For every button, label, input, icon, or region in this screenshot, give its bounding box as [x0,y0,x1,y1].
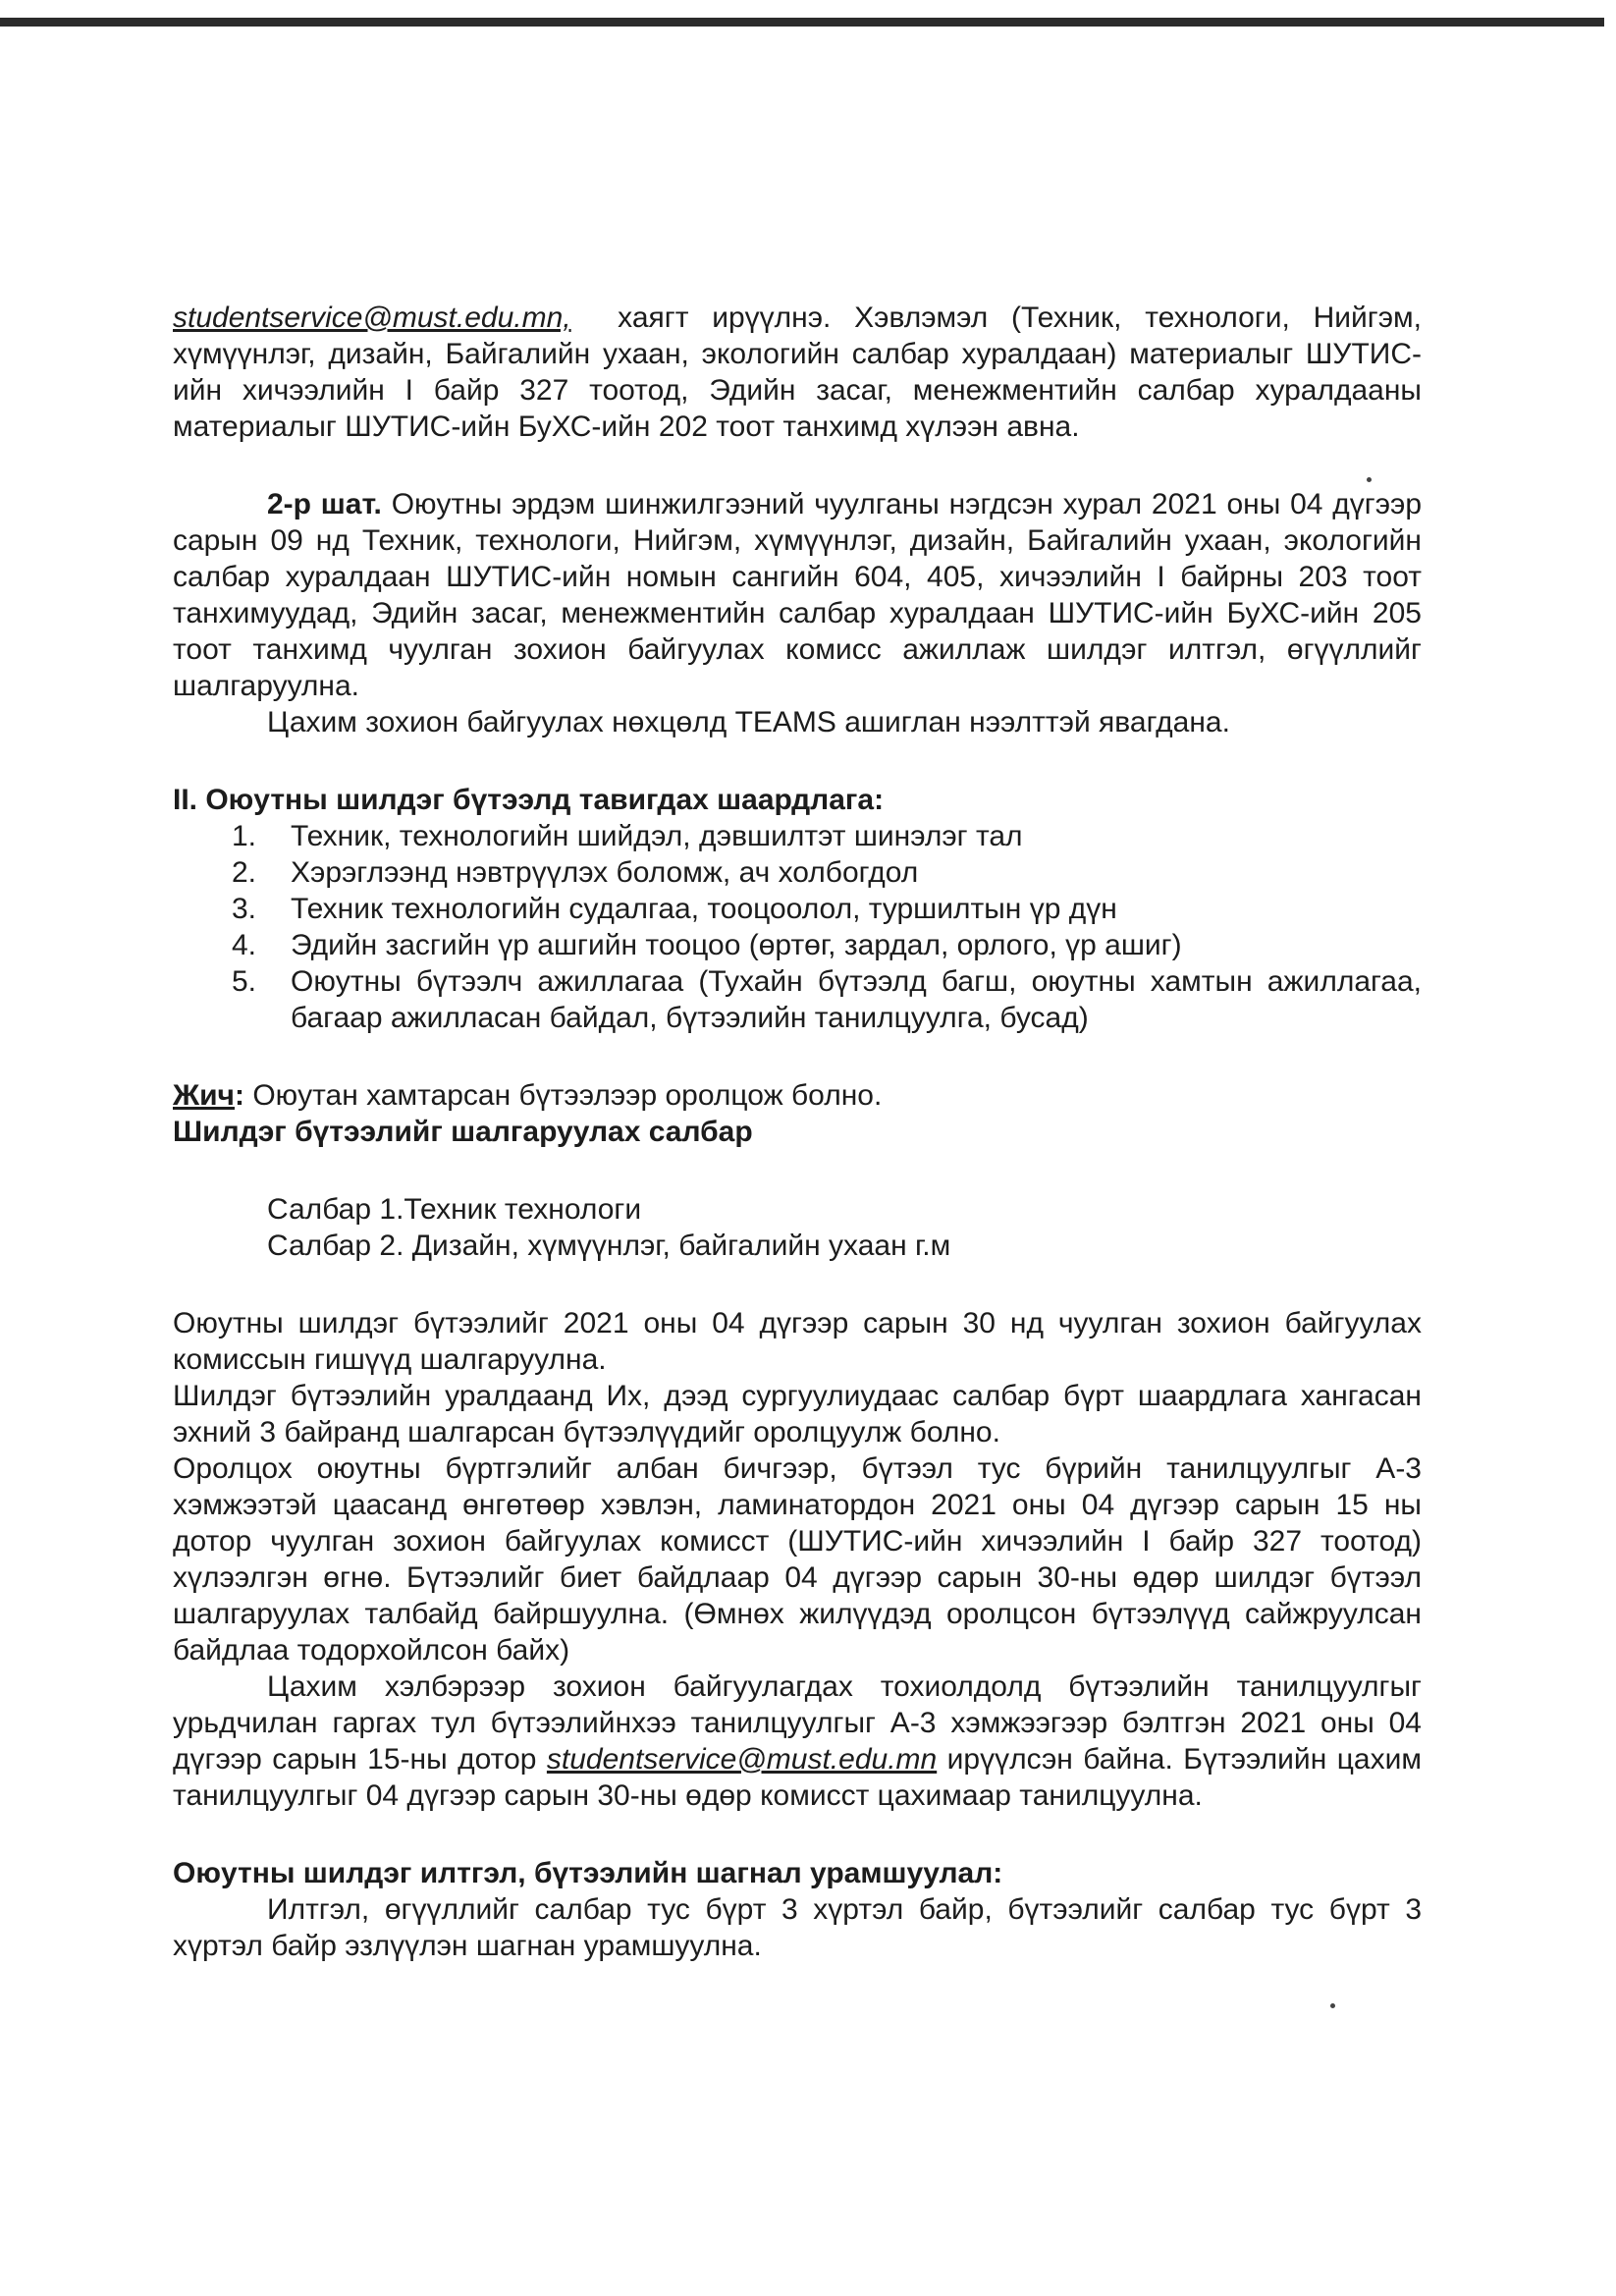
scan-speck [1367,477,1372,482]
note-paragraph [173,1077,1422,1114]
spacer [173,740,1422,782]
submission-text: хаягт ирүүлнэ. Хэвлэмэл (Техник, технологи, Нийгэм, хүмүүнлэг, дизайн, Байгалийн ухаан, экологийн салбар хуралдаан) материалыг ШУТИС-ийн хичээлийн I байр 327 тоотод, Эдийн засаг, менежментийн салбар хуралдааны материалыг ШУТИС-ийн БуХС-ийн 202 тоот танхимд хүлээн авна. [173,301,1422,443]
list-item [173,854,1422,891]
awards-text: Илтгэл, өгүүллийг салбар тус бүрт 3 хүртэл байр, бүтээлийг салбар тус бүрт 3 хүртэл байр эзлүүлэн шагнан урамшуулна. [173,1893,1422,1962]
note-text: Оюутан хамтарсан бүтээлээр оролцож болно. [243,1079,883,1112]
list-item [173,891,1422,927]
p4-text-before: Цахим хэлбэрээр зохион байгуулагдах тохиолдолд бүтээлийн танилцуулгыг урьдчилан гаргах тул бүтээлийнхээ танилцуулгыг А-3 хэмжээгээр бэлтгэн 2021 оны 04 дүгээр сарын 15-ны дотор [173,1670,1422,1776]
item-text: Техник технологийн судалгаа, тооцоолол, туршилтын үр дүн [291,893,1117,925]
list-item [173,963,1422,1036]
awards-heading: Оюутны шилдэг илтгэл, бүтээлийн шагнал урамшуулал: [173,1857,1003,1889]
item-number: 3. [232,893,257,925]
spacer [173,1150,1422,1191]
spacer [173,1036,1422,1077]
submission-paragraph [173,300,1422,445]
branches-heading: Шилдэг бүтээлийг шалгаруулах салбар [173,1116,753,1148]
item-number: 2. [232,856,257,889]
item-text: Техник, технологийн шийдэл, дэвшилтэт шинэлэг тал [291,820,1023,852]
spacer [173,1814,1422,1855]
spacer [173,445,1422,486]
stage2-paragraph [173,486,1422,704]
branch-item: Салбар 1.Техник технологи [267,1193,642,1226]
stage2-text: Оюутны эрдэм шинжилгээний чуулганы нэгдсэн хурал 2021 оны 04 дүгээр сарын 09 нд Техник, технологи, Нийгэм, хүмүүнлэг, дизайн, Байгалийн ухаан, экологийн салбар хуралдаан ШУТИС-ийн номын сангийн 604, 405, хичээлийн I байрны 203 тоот танхимуудад, Эдийн засаг, менежментийн салбар хуралдаан ШУТИС-ийн БуХС-ийн 205 тоот танхимд чуулган зохион байгуулах комисс ажиллаж шилдэг илтгэл, өгүүллийг шалгаруулна. [173,488,1422,702]
spacer [173,1264,1422,1305]
online-note: Цахим зохион байгуулах нөхцөлд TEAMS ашиглан нээлттэй явагдана. [267,706,1230,738]
item-text: Эдийн засгийн үр ашгийн тооцоо (өртөг, зардал, орлого, үр ашиг) [291,929,1182,961]
list-item [173,818,1422,854]
email-link[interactable]: studentservice@must.edu.mn, [173,301,571,334]
item-number: 4. [232,929,257,961]
document-page [173,300,1422,1964]
list-item [173,927,1422,963]
requirements-list [173,818,1422,1036]
stage2-label: 2-р шат. [267,488,382,520]
selection-paragraph-1: Оюутны шилдэг бүтээлийг 2021 оны 04 дүгээр сарын 30 нд чуулган зохион байгуулах комиссын гишүүд шалгаруулна. [173,1307,1422,1376]
branch-item: Салбар 2. Дизайн, хүмүүнлэг, байгалийн ухаан г.м [267,1230,951,1262]
requirements-heading: II. Оюутны шилдэг бүтээлд тавигдах шаардлага: [173,784,885,816]
p4-text-after: ирүүлсэн байна. Бүтээлийн цахим танилцуулгыг 04 дүгээр сарын 30-ны өдөр комисст цахимаар танилцуулна. [173,1743,1422,1812]
item-text: Хэрэглээнд нэвтрүүлэх боломж, ач холбогдол [291,856,919,889]
item-text: Оюутны бүтээлч ажиллагаа (Тухайн бүтээлд багш, оюутны хамтын ажиллагаа, багаар ажилласан байдал, бүтээлийн танилцуулга, бусад) [291,965,1422,1034]
note-label: Жич [173,1079,235,1112]
email-link[interactable]: studentservice@must.edu.mn [546,1743,938,1776]
scan-edge [0,18,1604,27]
item-number: 5. [232,965,257,998]
note-colon: : [234,1079,244,1112]
selection-paragraph-4 [173,1668,1422,1814]
scan-speck [1330,2003,1335,2008]
selection-paragraph-2: Шилдэг бүтээлийн уралдаанд Их, дээд сургуулиудаас салбар бүрт шаардлага хангасан эхний 3 байранд шалгарсан бүтээлүүдийг оролцуулж болно. [173,1380,1422,1449]
selection-paragraph-3: Оролцох оюутны бүртгэлийг албан бичгээр, бүтээл тус бүрийн танилцуулгыг А-3 хэмжээтэй цаасанд өнгөтөөр хэвлэн, ламинатордон 2021 оны 04 дүгээр сарын 15 ны дотор чуулган зохион байгуулах комисст (ШУТИС-ийн хичээлийн I байр 327 тоотод) хүлээлгэн өгнө. Бүтээлийг биет байдлаар 04 дүгээр сарын 30-ны өдөр шилдэг бүтээл шалгаруулах талбайд байршуулна. (Өмнөх жилүүдэд оролцсон бүтээлүүд сайжруулсан байдлаа тодорхойлсон байх) [173,1452,1422,1667]
item-number: 1. [232,820,257,852]
